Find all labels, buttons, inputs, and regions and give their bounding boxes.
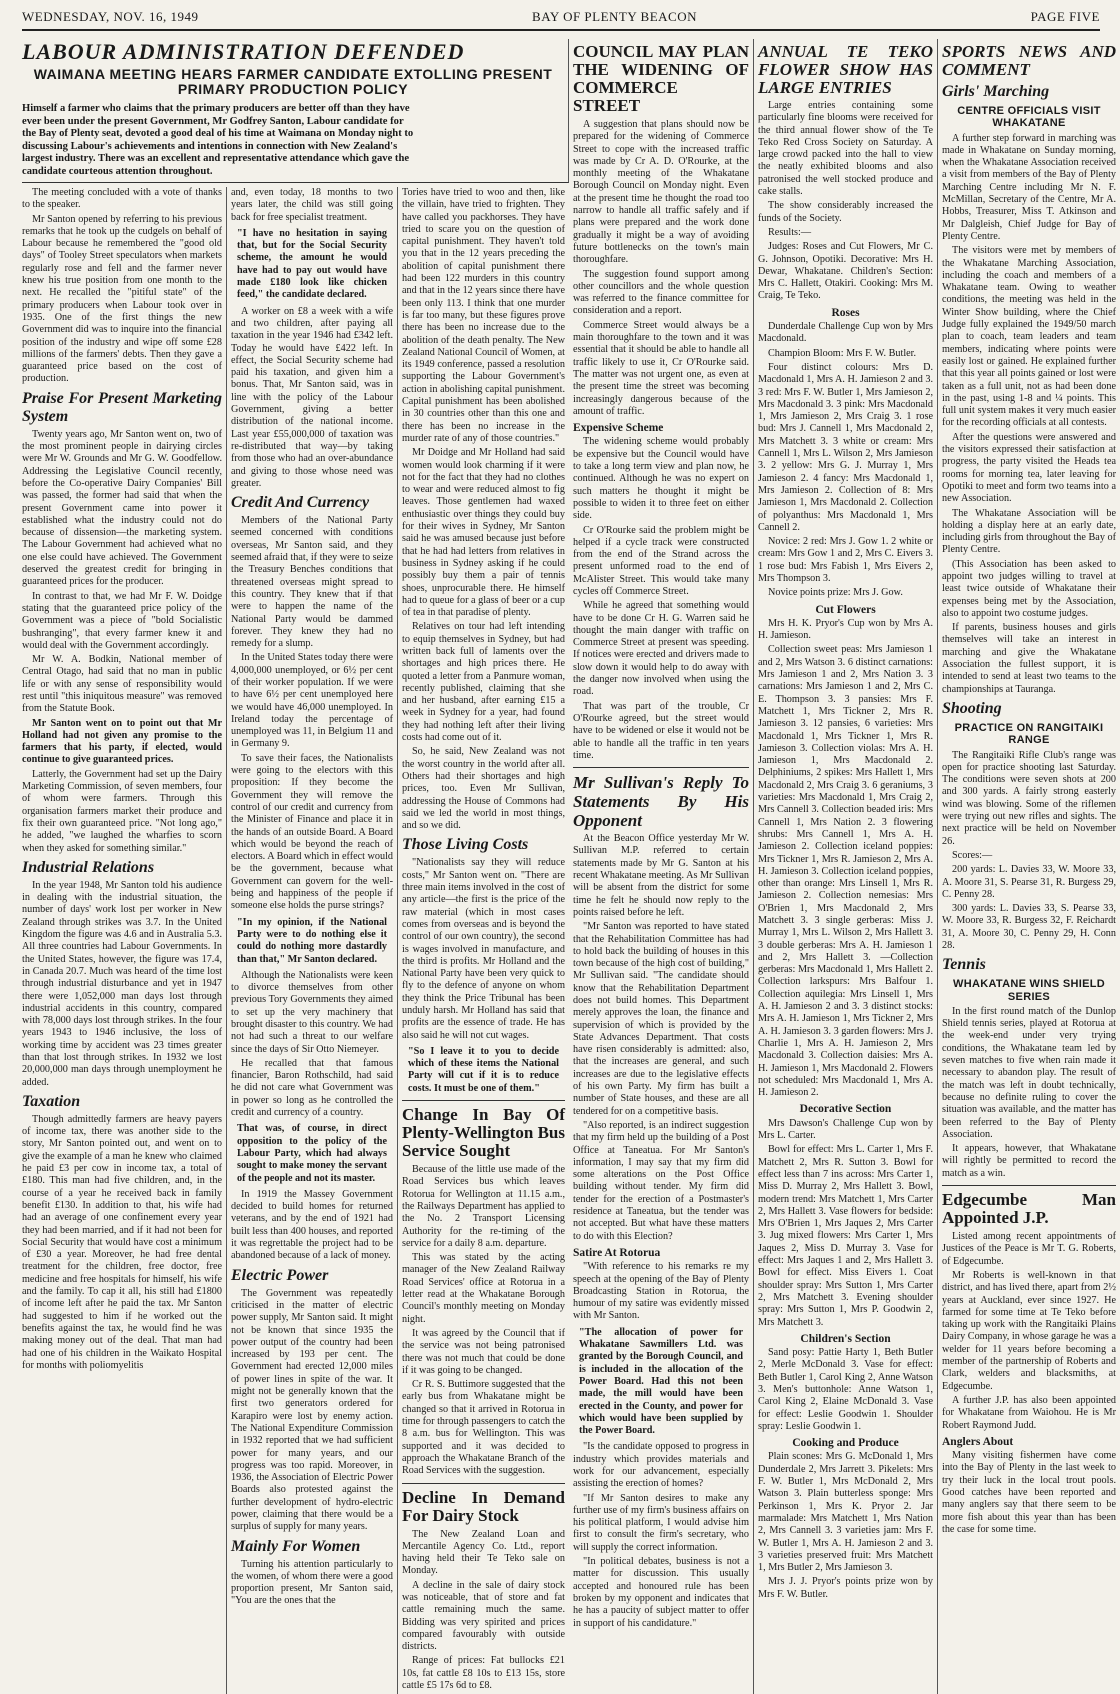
paragraph: A suggestion that plans should now be prepared for the widening of Commerce Street to cope with the increased traffic was made by Cr A. D. O'Rourke, at the monthly meeting of the Whakatane Borough Council on Monday night. Even at the present time he thought the road too narrow to handle all traffic safely and if plans were prepared and the work done gradually it might be a way of avoiding future bottlenecks on the town's main thoroughfare. [573,119,749,266]
section-heading: Taxation [22,1092,81,1110]
paragraph: "Also reported, is an indirect suggestion that my firm held up the building of a Post Office at Taneatua. For Mr Santon's information, I may say that my firm did some alterations on the Post Office building without tender. My firm did tender for the erection of a Postmaster's residence at Taneatua, but the tender was not accepted. But what have these matters to do with this Election? [573,1119,749,1242]
column-5 [758,39,938,1694]
paragraph: Because of the little use made of the Road Services bus which leaves Rotorua for Wellington at 11.15 a.m., the Railways Department has applied to the No. 2 Transport Licensing Authority for the re-timing of the service for a daily 8 a.m. departure. [402,1164,565,1249]
section-heading: Tennis [942,956,986,974]
paragraph: The Whakatane Association will be holding a display here at an early date, including girls from throughout the Bay of Plenty Centre. [942,507,1116,556]
article-headline: COUNCIL MAY PLAN THE WIDENING OF COMMERCE STREET [573,42,749,115]
paragraph: "Is the candidate opposed to progress in industry which provides materials and work for our advancement, especially assisting the erection of homes? [573,1441,749,1490]
pull-quote: That was, of course, in direct opposition to the policy of the Labour Party, which had always sought to make money the servant of the people and not its master. [237,1123,387,1184]
paragraph: That was part of the trouble, Cr O'Rourke agreed, but the street would have to be widened or else it would not be able to handle all the traffic in ten years time. [573,700,749,761]
paragraph: Champion Bloom: Mrs F. W. Butler. [768,347,917,359]
column-1 [22,187,227,1694]
paragraph: Mr Roberts is well-known in that district, and has lived there, apart from 2½ years at Auckland, ever since 1927. He farmed for some time at Te Teko before taking up work with the Rangitaiki Plains Dairy Company, in whose garage he was a welder for 11 years before becoming a member of the partnership of Roberts and Clark, welders and blacksmiths, at Edgecumbe. [942,1269,1116,1392]
paragraph: (This Association has been asked to appoint two judges willing to travel at least twice outside of Whakatane their expenses being met by the Association, also to appoint two costume judges. [942,558,1116,619]
section-banner: SPORTS NEWS AND COMMENT [942,42,1116,79]
section-heading: Mainly For Women [231,1537,361,1555]
column-6 [942,39,1120,1694]
paragraph: At the Beacon Office yesterday Mr W. Sullivan M.P. referred to certain statements made by Mr G. Santon at his recent Whakatane meeting. As Mr Sullivan will be absent from the district for some time he felt he should now reply to the points raised before he left. [573,833,749,918]
paragraph: Mrs Dawson's Challenge Cup won by Mrs L. Carter. [758,1117,933,1142]
lead-subhead: WAIMANA MEETING HEARS FARMER CANDIDATE EXTOLLING PRESENT PRIMARY PRODUCTION POLICY [33,66,553,97]
section-heading: Decorative Section [799,1103,892,1116]
section-heading: Anglers About [942,1435,1014,1448]
paragraph: Results:— [768,226,812,238]
paragraph: The New Zealand Loan and Mercantile Agency Co. Ltd., report having held their Te Teko sale on Monday. [402,1528,565,1577]
section-heading: Those Living Costs [402,836,529,854]
paragraph: While he agreed that something would have to be done Cr H. G. Warren said he thought the main danger with traffic on Commerce Street at present was speeding. If notices were erected and drivers made to slow down it would help to do away with the danger now involved when using the road. [573,600,749,698]
paragraph: This was stated by the acting manager of the New Zealand Railway Road Services' office at Rotorua in a letter read at the Whakatane Borough Council's monthly meeting on Monday night. [402,1252,565,1325]
paragraph: It appears, however, that Whakatane will rightly be permitted to record the match as a win. [942,1143,1116,1179]
paragraph: Plain scones: Mrs G. McDonald 1, Mrs Dunderdale 2, Mrs Jarrett 3. Pikelets: Mrs F. W. Butler 1, Mrs McDonald 2, Mrs Watson 3. Plain butterless sponge: Mrs Perkinson 1, Mrs K. Pryor 2. Jar marmalade: Mrs Matchett 1, Mrs Nation 2, Mrs Cannell 3. 3 varieties jam: Mrs F. W. Butler 1, Mrs A. H. Jamieson 2 and 3. 3 varieties preserved fruit: Mrs Matchett 1, Mrs Butler 2, Mrs Jamieson 3. [758,1451,933,1574]
paragraph: Members of the National Party seemed concerned with conditions overseas, Mr Santon said, and they seemed afraid that, if they were to seize the Treasury Benches conditions that threatened overseas might spread to this country. They knew that if that were to happen the name of the National Party would be dammed forever. They knew they had no remedy for a slump. [231,515,393,650]
paragraph: Latterly, the Government had set up the Dairy Marketing Commission, of seven members, four of whom were farmers. Through this organisation farmers market their produce and fix their own guaranteed price. "Not long ago," he added, "we laughed the wharfies to scorn when they asked for something similar." [22,768,222,854]
section-heading: Credit And Currency [231,494,370,512]
paragraph: Commerce Street would always be a main thoroughfare to the town and it was essential that it should be able to handle all traffic likely to use it, Cr O'Rourke said. The matter was not urgent one, as even at the present time the street was becoming increasingly dangerous because of the amount of traffic. [573,319,749,417]
paragraph: 300 yards: L. Davies 33, S. Pearse 33, W. Moore 33, R. Burgess 32, F. Reichardt 31, A. Moore 30, C. Penny 29, H. Conn 28. [942,903,1116,951]
pull-quote: "So I leave it to you to decide which of these items the National Party will cut if it is to reduce costs. It must be one of them." [408,1045,559,1094]
section-heading: Electric Power [231,1266,329,1284]
paragraph: It was agreed by the Council that if the service was not being patronised there was not much that could be done if it was going to be changed. [402,1327,565,1376]
paragraph: Large entries containing some particularly fine blooms were received for the third annual flower show of the Te Teko Red Cross Society on Saturday. A large crowd packed into the hall to view the neatly exhibited blooms and also patronised the well stocked produce and cake stalls. [758,100,933,198]
paragraph: A further step forward in marching was made in Whakatane on Sunday morning, when the Whakatane Association received a visit from members of the Bay of Plenty Marching Centre including Mr N. F. McMillan, Secretary of the Centre, Mr A. Hobbs, Treasurer, Miss T. Atkinson and Mr Dalgleish, Chief Judge for Bay of Plenty Centre. [942,132,1116,242]
paragraph: The suggestion found support among other councillors and the whole question was referred to the finance committee for consideration and a report. [573,268,749,317]
pull-quote: "I have no hesitation in saying that, but for the Social Security scheme, the amount he would have had to pay out would have made £180 look like chicken feed," the candidate declared. [237,227,387,301]
section-heading: Roses [831,306,860,319]
paragraph: The widening scheme would probably be expensive but the Council would have to take a long term view and plan now, he continued. Although he was no expert on such matters he thought it might be possible to widen it to three feet on either side. [573,436,749,522]
article-headline: ANNUAL TE TEKO FLOWER SHOW HAS LARGE ENTRIES [758,42,933,97]
paragraph: Cr R. S. Buttimore suggested that the early bus from Whakatane might be changed so that it arrived in Rotorua in time for through passengers to catch the 8 a.m. bus for Wellington. This was supported and it was decided to approach the Whakatane Branch of the Road Services with the suggestion. [402,1379,565,1477]
paragraph: and, even today, 18 months to two years later, the child was still going back for free specialist treatment. [231,187,393,223]
paragraph: Mr W. A. Bodkin, National member of Central Otago, had said that no man in public life or with any sense of responsibility would rest until "this iniquitous measure" was removed from the Statute Book. [22,654,222,715]
paragraph: Bowl for effect: Mrs L. Carter 1, Mrs F. Matchett 2, Mrs R. Sutton 3. Bowl for effect less than 7 ins across: Mrs Carter 1, Miss D. Murray 2, Mrs Hallett 3. Bowl, modern trend: Mrs Matchett 1, Mrs Carter 2, Mrs Hallett 3. Vase flowers for bedside: Mrs O'Brien 1, Mrs Jaques 2, Mrs Carter 3. Jug mixed flowers: Mrs Carter 1, Mrs Jaques 2, Miss D. Murray 3. Vase for effect: Mrs Jaques 1 and 2, Mrs Hallett 3. Bowl for effect. Miss Eivers 1. Coat shoulder spray: Mrs Sutton 1, Mrs Carter 2, Mrs Matchett 3. Evening shoulder spray: Mrs Sutton 1, Mrs P. Goodwin 2, Mrs Matchett 3. [758,1144,933,1328]
section-heading: Expensive Scheme [573,422,664,435]
lead-intro: Himself a farmer who claims that the primary producers are better off than they have ever been under the present Government, Mr Godfrey Santon, Labour candidate for the Bay of Plenty seat, devoted a good deal of his time at Waimana on Monday night to discussing Labour's achievements and intentions in connection with New Zealand's largest industry. There was an excellent and representative attendance which gave the candidate courteous attention throughout. [22,103,414,177]
paragraph: In 1919 the Massey Government decided to build homes for returned veterans, and by the end of 1921 had built less than 400 houses, and reported it was regrettable the project had to be abandoned because of a lack of money. [231,1188,393,1262]
paragraph: In contrast to that, we had Mr F. W. Doidge stating that the guaranteed price policy of the Government was a piece of "bold Socialistic bushranging", that every farmer knew it and would deal with the Government accordingly. [22,590,222,651]
paragraph: Range of prices: Fat bullocks £21 10s, fat cattle £8 10s to £13 15s, store cattle £5 17s 6d to £8. [402,1655,565,1692]
lead-story [22,39,569,1694]
paragraph: A worker on £8 a week with a wife and two children, after paying all taxation in the year 1946 had £342 left. Today he would have £422 left. In effect, the Social Security scheme had paid his taxation, and given him a bonus. That, Mr Santon said, was in line with the policy of the Labour Government, giving a better distribution of the national income. Last year £55,000,000 of taxation was re-distributed that way—by taking from those who had an over-abundance and giving to those whose need was greater. [231,305,393,489]
column-4 [573,39,754,1694]
section-heading: Satire At Rotorua [573,1246,661,1259]
section-heading: Shooting [942,699,1002,717]
paragraph: Sand posy: Pattie Harty 1, Beth Butler 2, Merle McDonald 3. Vase for effect: Beth Butler 1, Carol King 2, Anne Watson 3. Men's buttonhole: Anne Watson 1, Carol King 2, Elaine McDonald 3. Vase for effect: Leslie Goodwin 1. Shoulder spray: Leslie Goodwin 1. [758,1347,933,1432]
paragraph: In the United States today there were 4,000,000 unemployed, or 6½ per cent of their worker population. If we were to have 6½ per cent unemployed here we would have 46,000 unemployed. In Ireland today the percentage of unemployed was 11, in Belgium 11 and in Germany 9. [231,652,393,750]
paragraph: Cr O'Rourke said the problem might be helped if a cycle track were constructed from the end of the Strand across the present unformed road to the end of McAlister Street. This would take many cycles off Commerce Street. [573,524,749,597]
paragraph: The visitors were met by members of the Whakatane Marching Association, including the coach and members of a Whakatane team. Owing to weather conditions, the meeting was held in the Winter Show building, where the Chief Judge fully explained the 1949/50 march plan to coach, team leaders and team members, indicating where points were easily lost or gained. He explained further that this year all points gained or lost were taken as a full unit, not as had been done in the past, using 1-8 and ¼ points. This full unit system makes it very much easier for the recording officials at all contests. [942,245,1116,429]
pull-quote: "In my opinion, if the National Party were to do nothing else it could do nothing more dastardly than that," Mr Santon declared. [237,916,387,965]
paragraph: Novice: 2 red: Mrs J. Gow 1. 2 white or cream: Mrs Gow 1 and 2, Mrs C. Eivers 3. 1 rose bud: Mrs Fabish 1, Mrs Eivers 2, Mrs Thompson 3. [758,536,933,584]
section-heading: Girls' Marching [942,83,1050,100]
paragraph: Listed among recent appointments of Justices of the Peace is Mr T. G. Roberts, of Edgecumbe. [942,1231,1116,1267]
paragraph: "If Mr Santon desires to make any further use of my firm's business affairs on his political platform, I would advise him first to consult the firm's secretary, who will supply the correct information. [573,1492,749,1553]
lead-header [22,39,569,183]
paragraph: Mr Santon opened by referring to his previous remarks that he took up the cudgels on behalf of Labour because he remembered the "good old days" of Tooley Street speculators when markets regularly rose and fell and the farmer never knew his true position from one month to the next. He recalled the "pitiful state" of the primary producers when Labour took over in 1935. One of the first things the new Government did was to inquire into the financial position of the industry and wipe off some £28 millions of the farmers' debts. Then they gave a guaranteed price based on the cost of production. [22,213,222,385]
paragraph: Relatives on tour had left intending to equip themselves in Sydney, but had written back full of laments over the shortages and high prices there. He quoted a letter from a Panmure woman, recently published, claiming that she and her husband, after earning £15 a week in Sydney for a year, had found they had nothing left after their living costs had come out of it. [402,621,565,744]
paragraph: A decline in the sale of dairy stock was noticeable, that of store and fat cattle remaining much the same. Bidding was very spirited and prices compared favourably with outside districts. [402,1579,565,1653]
paragraph: "In political debates, business is not a matter for discussion. This usually accepted and honoured rule has been broken by my opponent and indicates that he has a paucity of subject matter to offer in support of his candidature." [573,1556,749,1629]
article-headline: Mr Sullivan's Reply To Statements By His Opponent [573,773,749,831]
paragraph: He recalled that that famous financier, Baron Rothschild, had said he did not care what Government was in power so long as he controlled the credit and currency of a country. [231,1057,393,1119]
paragraph: To save their faces, the Nationalists were going to the electors with this proposition: If they become the Government they will remove the control of our credit and currency from the Minister of Finance and place it in the hands of an outside Board. A Board which would be beyond the reach of electors. A Board which in effect would be the government, because what Government can govern for the well-being and happiness of the people if someone else holds the purse strings? [231,752,393,912]
paragraph: Turning his attention particularly to the women, of whom there were a good proportion present, Mr Santon said, "You are the ones that the [231,1558,393,1607]
paragraph: Dunderdale Challenge Cup won by Mrs Macdonald. [758,321,933,345]
paragraph: So, he said, New Zealand was not the worst country in the world after all. Others had their shortages and high prices, too. Even Mr Sullivan, addressing the House of Commons had said we led the world in most things, and so we did. [402,746,565,832]
masthead [22,8,1100,31]
paragraph: Judges: Roses and Cut Flowers, Mr C. G. Johnson, Opotiki. Decorative: Mrs H. Dewar, Whakatane. Children's Section: Mrs C. Hallett, Otakiri. Cooking: Mrs M. Craig, Te Teko. [758,241,933,302]
divider [402,1100,565,1101]
paragraph: Mrs J. J. Pryor's points prize won by Mrs F. W. Butler. [758,1576,933,1600]
paragraph: If parents, business houses and girls themselves will take an interest in marching and give the Whakatane Association the fullest support, it is intended to send at least two teams to the championships at Tauranga. [942,622,1116,695]
issue-date: WEDNESDAY, NOV. 16, 1949 [22,9,199,24]
paragraph: Mr Doidge and Mr Holland had said women would look charming if it were not for the fact that they had no clothes to wear and were reduced almost to fig leaves. Those gentlemen had waxed enthusiastic over things they could buy for their wives in Sydney, Mr Santon said he was amused because just before that he had had letters from relatives in business in Sydney asking if he could possibly buy them a pair of tennis shoes, unprocurable there. He himself had to queue for a glass of beer or a cup of tea in that paradise of plenty. [402,447,565,619]
divider [573,767,749,768]
paragraph: In the year 1948, Mr Santon told his audience in dealing with the industrial situation, the number of days' work lost per worker in New Zealand through strikes was 3.7. In the United Kingdom the figure was 4.6 and in Australia 5.3. All three countries had Labour Governments. In the United States, however, the figure was 17.4, in Canada 20.7. Much was heard of the time lost through industrial disturbance and yet in 1947 there were 1,052,000 man days lost through industrial accidents in this country, compared with 78,000 days lost through strikes. In the four years 1943 to 1946 inclusive, the loss of working time by accident was 23 times greater than that lost through strikes. In 1932 we lost 20,000,000 man days through unemployment he added. [22,879,222,1088]
paragraph: A further J.P. has also been appointed for Whakatane from Waiohou. He is Mr Robert Raymond Judd. [942,1394,1116,1431]
article-headline: Decline In Demand For Dairy Stock [402,1487,565,1525]
paragraph: Though admittedly farmers are heavy payers of income tax, there was another side to the story, Mr Santon pointed out, and went on to give the example of a man he knew who claimed he paid £3 per cow in income tax, a total of £180. This man had five children, and, in the course of a year he received back in family benefit £130. In addition to that, his wife had had an average of one confinement every year they had been married, and if it had not been for Social Security that would have cost a minimum of £30 a year. Moreover, he had free dental treatment for the children, free doctor, free medicine and free hospitals for himself, his wife and the family. To cap it all, his still had £1800 of income left after he paid the tax. Mr Santon had suggested to him if he worked out the benefits against the tax, he would find he was making money out of the deal. That man had had one of his children in the Waikato Hospital for months with poliomyelitis [22,1113,222,1371]
divider [402,1483,565,1484]
paragraph: The Rangitaiki Rifle Club's range was open for practice shooting last Saturday. The conditions were seven shots at 200 and 300 yards. A fairly strong easterly wind was blowing. Some of the riflemen were trying out new rifles and sights. The next practice will be held on November 26. [942,749,1116,847]
paragraph: The meeting concluded with a vote of thanks to the speaker. [22,187,222,211]
paragraph: Collection sweet peas: Mrs Jamieson 1 and 2, Mrs Watson 3. 6 distinct carnations: Mrs Jamieson 1 and 2, Mrs Nation 3. 3 carnations: Mrs Jamieson 1 and 2, Mrs C. E. Thompson 3. 3 pansies: Mrs F. Matchett 1, Mrs Tickner 2, Mrs R. Jamieson 3. 12 pansies, 6 varieties: Mrs Macdonald 1, Mrs Tickner 1, Mrs R. Jamieson 3. Collection violas: Mrs A. H. Jamieson 1, Mrs Macdonald 2. Delphiniums, 2 spikes: Mrs Hallett 1, Mrs Macdonald 2, Mrs Craig 3. 6 geraniums, 3 varieties: Mrs Macdonald 1, Mrs Craig 2, Mrs Cannell 3. Collection beaded iris: Mrs Cannell 1, Mrs Nation 2. 3 flowering shrubs: Mrs Cannell 1, Mrs A. H. Jamieson 2. Collection iceland poppies: Mrs Tickner 1, Mrs R. Jamieson 2, Mrs A. H. Jamieson 3. Collection iceland poppies, other than orange: Mrs Linsell 1, Mrs R. Jamieson 2. Collection nemesias: Mrs O'Brien 1, Mrs Macdonald 2, Mrs Matchett 3. 3 single gerberas: Miss J. Murray 1, Mrs L. Wilson 2, Mrs Hallett 3. 3 double gerberas: Mrs A. H. Jamieson 1 and 2, Mrs Hallett 3. —Collection gerberas: Mrs Macdonald 1, Mrs Hallett 2. Collection larkspurs: Mrs Balfour 1. Collection aquilegia: Mrs Linsell 1, Mrs A. H. Jamieson 2 and 3. 3 distinct stocks: Mrs A. H. Jamieson 1, Mrs Tickner 2, Mrs A. H. Jamieson 3. 3 garden flowers: Mrs J. Charlie 1, Mrs A. H. Jamieson 2, Mrs Macdonald 3. Collection daisies: Mrs A. H. Jamieson 1, Mrs Macdonald 2. Flowers not scheduled: Mrs Macdonald 1, Mrs A. H. Jamieson 2. [758,644,933,1099]
paper-name: BAY OF PLENTY BEACON [532,9,697,24]
section-heading: Industrial Relations [22,858,155,876]
section-heading: Cut Flowers [815,603,876,616]
columns [22,39,1116,1692]
article-headline: WHAKATANE WINS SHIELD SERIES [953,978,1105,1003]
pull-quote: "The allocation of power for Whakatane Sawmillers Ltd. was granted by the Borough Council, and is included in the allocation of the Power Board. Had this not been made, the mill would have been erected in the County, and power for which would have been supplied by the Power Board. [579,1326,743,1437]
paragraph: The Government was repeatedly criticised in the matter of electric power supply, Mr Santon said. It might not be known that since 1935 the power output of the country had been increased by 193 per cent. The Government had erected 12,000 miles of power lines in spite of the war. It might not be generally known that the first two generators ordered for Karapiro were lost by enemy action. The National Expenditure Commission in 1932 reported that we had sufficient power for many years, and our progress was too rapid. Moreover, in 1936, the Association of Electric Power Boards also protested against the further development of hydro-electric power, claiming that there would be a surplus of supply for many years. [231,1287,393,1533]
section-heading: Cooking and Produce [792,1437,899,1450]
divider [942,1185,1116,1186]
paragraph: "With reference to his remarks re my speech at the opening of the Bay of Plenty Broadcasting Station in Rotorua, the humour of my satire was evidently missed with Mr Santon. [573,1261,749,1322]
paragraph: 200 yards: L. Davies 33, W. Moore 33, A. Moore 31, S. Pearse 31, R. Burgess 29, C. Penny 28. [942,864,1116,900]
paragraph: In the first round match of the Dunlop Shield tennis series, played at Rotorua at the week-end under very trying conditions, the Whakatane team led by seven matches to five when rain made it necessary to abandon play. The result of the match was left in doubt technically, because no definite ruling to cover the situation was available, and the matter has been referred to the Bay of Plenty Association. [942,1005,1116,1140]
paragraph: Mr Santon went on to point out that Mr Holland had not given any promise to the farmers that his party, if elected, would continue to give guaranteed prices. [22,717,222,766]
paragraph: Twenty years ago, Mr Santon went on, two of the most prominent people in dairying circles were Mr W. Grounds and Mr G. W. Goodfellow. Addressing the Legislative Council recently, before the Co-operative Dairy Companies' Bill was passed, the former had said that when the present Government came into power it established what the industry could not do because of dissension—the marketing system. The Labour Government had achieved what no one else could have achieved. The Government deserved the greatest credit for bringing in guaranteed prices for the producer. [22,428,222,588]
article-headline: Change In Bay Of Plenty-Wellington Bus Service Sought [402,1105,565,1161]
paragraph: Four distinct colours: Mrs D. Macdonald 1, Mrs A. H. Jamieson 2 and 3. 3 red: Mrs F. W. Butler 1, Mrs Jamieson 2, Mrs Macdonald 3. 3 pink: Mrs Macdonald 1, Mrs Jamieson 2, Mrs Craig 3. 1 rose bud: Mrs J. Cannell 1, Mrs Macdonald 2, Mrs Matchett 3. 3 white or cream: Mrs Cannell 1, Mrs L. Wilson 2, Mrs Jamieson 3. 2 yellow: Mrs G. J. Murray 1, Mrs Jamieson 2. 4 fancy: Mrs Macdonald 1, Mrs Jamieson 2. Collection of 8: Mrs Jamieson 1, Mrs Macdonald 2. Collection of polyanthus: Mrs Macdonald 1, Mrs Cannell 2. [758,361,933,533]
paragraph: Novice points prize: Mrs J. Gow. [768,587,903,599]
article-headline: PRACTICE ON RANGITAIKI RANGE [954,721,1104,747]
paragraph: "Nationalists say they will reduce costs," Mr Santon went on. "There are three main items involved in the cost of any article—the first is the price of the raw material (which in most cases comes from overseas and is beyond the control of our own country), the second is wages involved in manufacture, and the third is profits. Mr Holland and the National Party have been very quick to fly to the defence of anyone on whom they think the Price Tribunal has been unduly harsh. Mr Holland has said that profits are the essence of trade. He has also said he will not cut wages. [402,857,565,1041]
section-heading: Children's Section [800,1332,891,1345]
paragraph: Although the Nationalists were keen to divorce themselves from other previous Tory Governments they aimed to set up the very machinery that brought disaster to this country. We had not had such a threat to our welfare since the days of Sir Otto Niemeyer. [231,969,393,1055]
column-2 [231,187,398,1694]
column-3 [402,187,569,1694]
article-headline: CENTRE OFFICIALS VISIT WHAKATANE [957,105,1101,130]
page-number: PAGE FIVE [1030,9,1100,24]
paragraph: Tories have tried to woo and then, like the villain, have tried to frighten. They have called you packhorses. They have tried to scare you on the question of capital punishment. They haven't told you that in the 12 years preceding the abolition of capital punishment there had been 122 murders in this country and that in the 12 years since there have been only 113. I think that one murder is far too many, but these figures prove there has been no increase due to the abolition of the death penalty. The New Zealand National Council of Women, at its 1949 conference, passed a resolution supporting the Labour Government's action in abolishing capital punishment. Capital punishment has been abolished in 30 countries other than this one and there has been no increase in the murder rate of any of those countries." [402,187,565,444]
paragraph: Mrs H. K. Pryor's Cup won by Mrs A. H. Jamieson. [758,617,933,642]
article-headline: Edgecumbe Man Appointed J.P. [942,1190,1116,1228]
paragraph: Scores:— [952,849,993,861]
paragraph: "Mr Santon was reported to have stated that the Rehabilitation Committee has had to hold back the building of houses in this town because of the high cost of building," Mr Sullivan said. "The candidate should know that the Rehabilitation Department does not build homes. This Department merely approves the loan, the finance and supervision of which is provided by the State Advances Department. That costs have risen considerably is admitted: also, that the increases are general, and such increases are due to the legislative effects of his own Party. My firm has built a number of State houses, and these are all tendered for on a competitive basis. [573,921,749,1117]
paragraph: The show considerably increased the funds of the Society. [758,200,933,224]
section-heading: Praise For Present Marketing System [22,389,222,425]
paragraph: After the questions were answered and the visitors expressed their satisfaction at progress, the party visited the Heads tea rooms for morning tea, later leaving for Opotiki to meet and form two teams into a new Association. [942,431,1116,505]
paragraph: Many visiting fishermen have come into the Bay of Plenty in the last week to try their luck in the local trout pools. Good catches have been reported and many anglers say that there seem to be more fish about this year than has been the case for some time. [942,1450,1116,1535]
lead-banner: LABOUR ADMINISTRATION DEFENDED [22,39,465,64]
